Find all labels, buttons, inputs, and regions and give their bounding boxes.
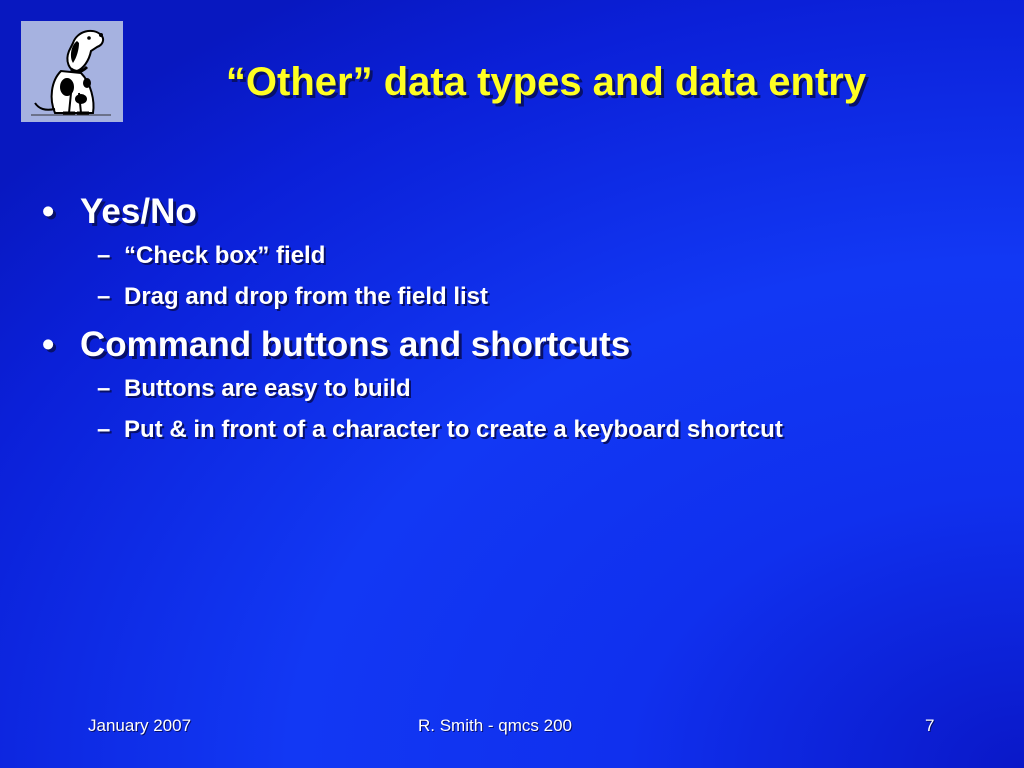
- dog-logo-icon: [21, 21, 123, 122]
- sub-bullet-text: “Check box” field: [124, 242, 326, 269]
- sub-bullet-text: Buttons are easy to build: [124, 375, 411, 402]
- dog-logo: [21, 21, 123, 122]
- page-number: 7: [925, 716, 935, 735]
- sub-bullet-text: Put & in front of a character to create a keyboard shortcut: [124, 416, 783, 443]
- bullet-marker: •: [42, 192, 55, 231]
- footer-author: R. Smith - qmcs 200: [418, 716, 572, 735]
- sub-bullet-item: [40, 368, 1000, 409]
- sub-bullet-item: [40, 276, 1000, 317]
- footer-date: January 2007: [88, 716, 192, 735]
- bullet-text: Yes/No: [80, 192, 197, 231]
- dash-marker: –: [97, 283, 111, 310]
- sub-bullet-item: [40, 235, 1000, 276]
- dash-marker: –: [97, 375, 111, 402]
- slide-title: “Other” data types and data entry: [225, 60, 867, 104]
- bullet-item: [40, 188, 1000, 235]
- sub-bullet-item: [40, 409, 1000, 450]
- dash-marker: –: [97, 416, 111, 443]
- sub-bullet-text: Drag and drop from the field list: [124, 283, 489, 310]
- bullet-list: [40, 188, 1000, 450]
- bullet-text: Command buttons and shortcuts: [80, 325, 631, 364]
- bullet-item: [40, 321, 1000, 368]
- dash-marker: –: [97, 242, 111, 269]
- bullet-marker: •: [42, 325, 55, 364]
